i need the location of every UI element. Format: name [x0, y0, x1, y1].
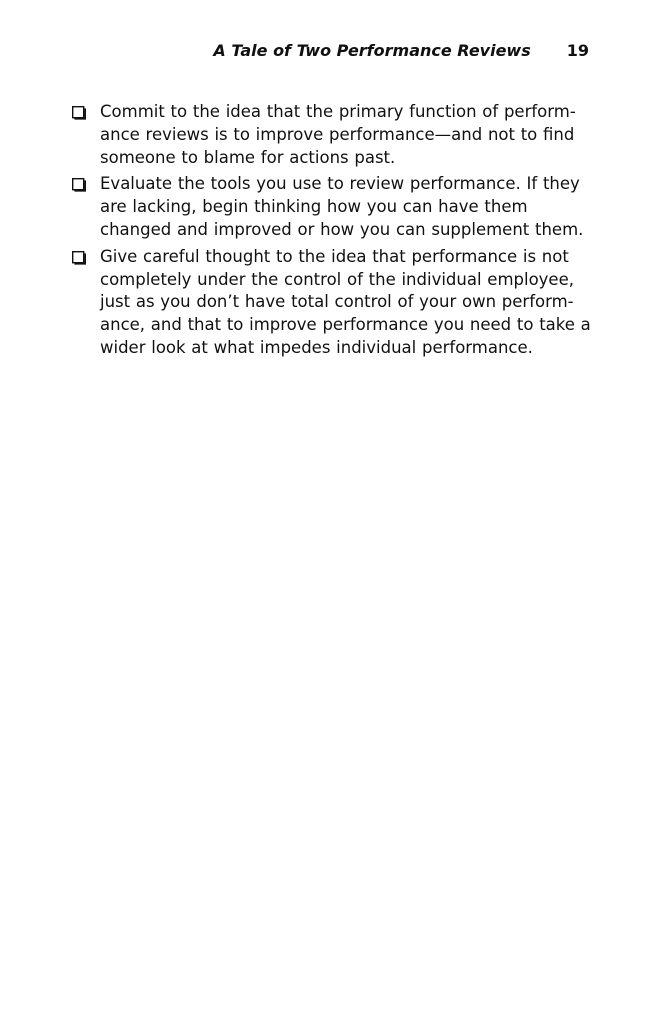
page-number: 19 — [566, 41, 589, 60]
page-title: A Tale of Two Performance Reviews — [213, 41, 531, 60]
text-line: changed and improved or how you can supplement them. — [100, 219, 584, 239]
text-line: Give careful thought to the idea that performance is not — [100, 246, 569, 266]
text-line: Evaluate the tools you use to review performance. If they — [100, 174, 580, 194]
checkbox-icon — [72, 106, 86, 120]
text-line: someone to blame for actions past. — [100, 147, 396, 167]
checklist — [72, 101, 592, 364]
running-header — [0, 41, 589, 60]
checklist-item — [72, 173, 592, 241]
checklist-item-text — [100, 173, 592, 241]
text-line: ance reviews is to improve performance—and not to find — [100, 124, 575, 144]
checklist-item — [72, 246, 592, 360]
text-line: wider look at what impedes individual performance. — [100, 337, 533, 357]
checklist-item — [72, 101, 592, 169]
text-line: ance, and that to improve performance you need to take a — [100, 315, 591, 335]
checkbox-icon — [72, 251, 86, 265]
checklist-item-text — [100, 246, 592, 360]
checkbox-icon — [72, 178, 86, 192]
text-line: Commit to the idea that the primary function of perform- — [100, 102, 576, 121]
text-line: completely under the control of the individual employee, — [100, 269, 574, 289]
text-line: are lacking, begin thinking how you can have them — [100, 197, 528, 217]
checklist-item-text — [100, 101, 592, 169]
text-line: just as you don’t have total control of your own perform- — [100, 292, 574, 312]
